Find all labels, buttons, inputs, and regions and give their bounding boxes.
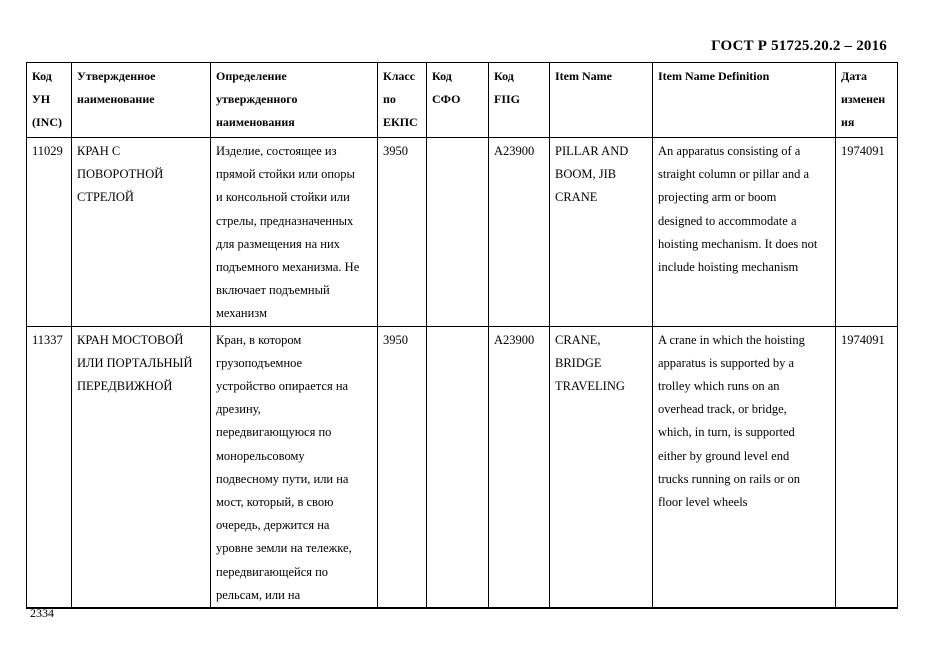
header-text: наименования [216, 115, 295, 129]
header-col-sfo [427, 63, 489, 138]
cell-text: trolley which runs on an [658, 379, 780, 394]
cell-text: projecting arm or boom [658, 190, 777, 205]
class-cell [378, 138, 427, 327]
header-text: изменен [841, 92, 886, 106]
cell-text: trucks running on rails or on [658, 471, 800, 486]
class-cell [378, 326, 427, 608]
cell-text: уровне земли на тележке, [216, 541, 352, 556]
header-text: наименование [77, 92, 155, 106]
cell-text: 11337 [32, 332, 63, 347]
cell-text: монорельсовому [216, 448, 305, 463]
cell-text: include hoisting mechanism [658, 260, 799, 275]
header-text: по [383, 92, 396, 106]
cell-text: КРАН С [77, 144, 121, 158]
header-col-fiig [489, 63, 550, 138]
page-number: 2334 [30, 606, 54, 620]
header-text: СФО [432, 92, 461, 106]
date-cell [836, 326, 898, 608]
header-text: FIIG [494, 92, 521, 106]
cell-text: включает подъемный [216, 283, 330, 298]
cell-text: ПЕРЕДВИЖНОЙ [77, 379, 173, 394]
cell-text: Изделие, состоящее из [216, 144, 337, 158]
cell-text: для размещения на них [216, 236, 340, 251]
cell-text: CRANE [555, 190, 598, 205]
header-text: Item Name [555, 69, 612, 83]
cell-text: рельсам, или на [216, 587, 301, 602]
cell-text: ПОВОРОТНОЙ [77, 167, 164, 182]
standard-code: ГОСТ Р 51725.20.2 – 2016 [711, 38, 887, 54]
cell-text: подъемного механизма. Не [216, 260, 360, 275]
inc-cell [27, 138, 72, 327]
header-text: Код [432, 69, 452, 83]
cell-text: 1974091 [841, 144, 885, 158]
cell-text: 11029 [32, 144, 63, 158]
cell-text: either by ground level end [658, 448, 790, 463]
cell-text: TRAVELING [555, 379, 625, 394]
header-text: Код [494, 69, 514, 83]
definition-cell [211, 138, 378, 327]
cell-text: straight column or pillar and a [658, 167, 810, 182]
cell-text: A23900 [494, 144, 535, 158]
header-text: Утвержденное [77, 69, 156, 83]
fiig-cell [489, 326, 550, 608]
header-text: Код [32, 69, 52, 83]
header-col-item-name [550, 63, 653, 138]
item-name-cell [550, 326, 653, 608]
cell-text: дрезину, [216, 402, 261, 417]
cell-text: стрелы, предназначенных [216, 213, 354, 228]
cell-text: hoisting mechanism. It does not [658, 236, 818, 251]
cell-text: A crane in which the hoisting [658, 332, 805, 347]
name-cell [72, 326, 211, 608]
header-col-inc [27, 63, 72, 138]
cell-text: A23900 [494, 332, 535, 347]
header-col-class [378, 63, 427, 138]
cell-text: и консольной стойки или [216, 190, 350, 205]
cell-text: designed to accommodate a [658, 213, 797, 228]
cell-text: ИЛИ ПОРТАЛЬНЫЙ [77, 355, 193, 370]
cell-text: 3950 [383, 144, 408, 158]
cell-text: floor level wheels [658, 495, 748, 510]
cell-text: CRANE, [555, 332, 601, 347]
header-text: (INC) [32, 115, 62, 129]
inc-cell [27, 326, 72, 608]
cell-text: apparatus is supported by a [658, 355, 795, 370]
cell-text: КРАН МОСТОВОЙ [77, 332, 184, 347]
cell-text: BOOM, JIB [555, 167, 617, 182]
table-row [27, 138, 898, 327]
cell-text: 3950 [383, 332, 408, 347]
header-text: Класс [383, 69, 416, 83]
cell-text: очередь, держится на [216, 518, 330, 533]
cell-text: Кран, в котором [216, 332, 302, 347]
header-text: Item Name Definition [658, 69, 770, 83]
data-table [26, 62, 898, 609]
cell-text: СТРЕЛОЙ [77, 190, 134, 205]
sfo-cell [427, 326, 489, 608]
header-text: Определение [216, 69, 287, 83]
fiig-cell [489, 138, 550, 327]
cell-text: PILLAR AND [555, 144, 629, 158]
header-text: УН [32, 92, 51, 106]
cell-text: BRIDGE [555, 355, 602, 370]
cell-text: 1974091 [841, 332, 885, 347]
sfo-cell [427, 138, 489, 327]
cell-text: механизм [216, 306, 267, 321]
header-col-definition [211, 63, 378, 138]
cell-text: An apparatus consisting of a [658, 144, 801, 158]
item-name-cell [550, 138, 653, 327]
cell-text: прямой стойки или опоры [216, 167, 355, 182]
cell-text: грузоподъемное [216, 355, 303, 370]
cell-text: передвигающуюся по [216, 425, 332, 440]
cell-text: overhead track, or bridge, [658, 402, 787, 417]
cell-text: which, in turn, is supported [658, 425, 795, 440]
header-text: утвержденного [216, 92, 298, 106]
cell-text: мост, который, в свою [216, 495, 334, 510]
header-col-change-date [836, 63, 898, 138]
header-col-approved-name [72, 63, 211, 138]
header-text: ия [841, 115, 855, 129]
cell-text: подвесному пути, или на [216, 471, 349, 486]
header-text: ЕКПС [383, 115, 418, 129]
item-definition-cell [653, 326, 836, 608]
cell-text: устройство опирается на [216, 379, 349, 394]
definition-cell [211, 326, 378, 608]
name-cell [72, 138, 211, 327]
header-text: Дата [841, 69, 867, 83]
cell-text: передвигающейся по [216, 564, 329, 579]
header-col-item-definition [653, 63, 836, 138]
table-header-row [27, 63, 898, 138]
date-cell [836, 138, 898, 327]
item-definition-cell [653, 138, 836, 327]
table-row [27, 326, 898, 608]
